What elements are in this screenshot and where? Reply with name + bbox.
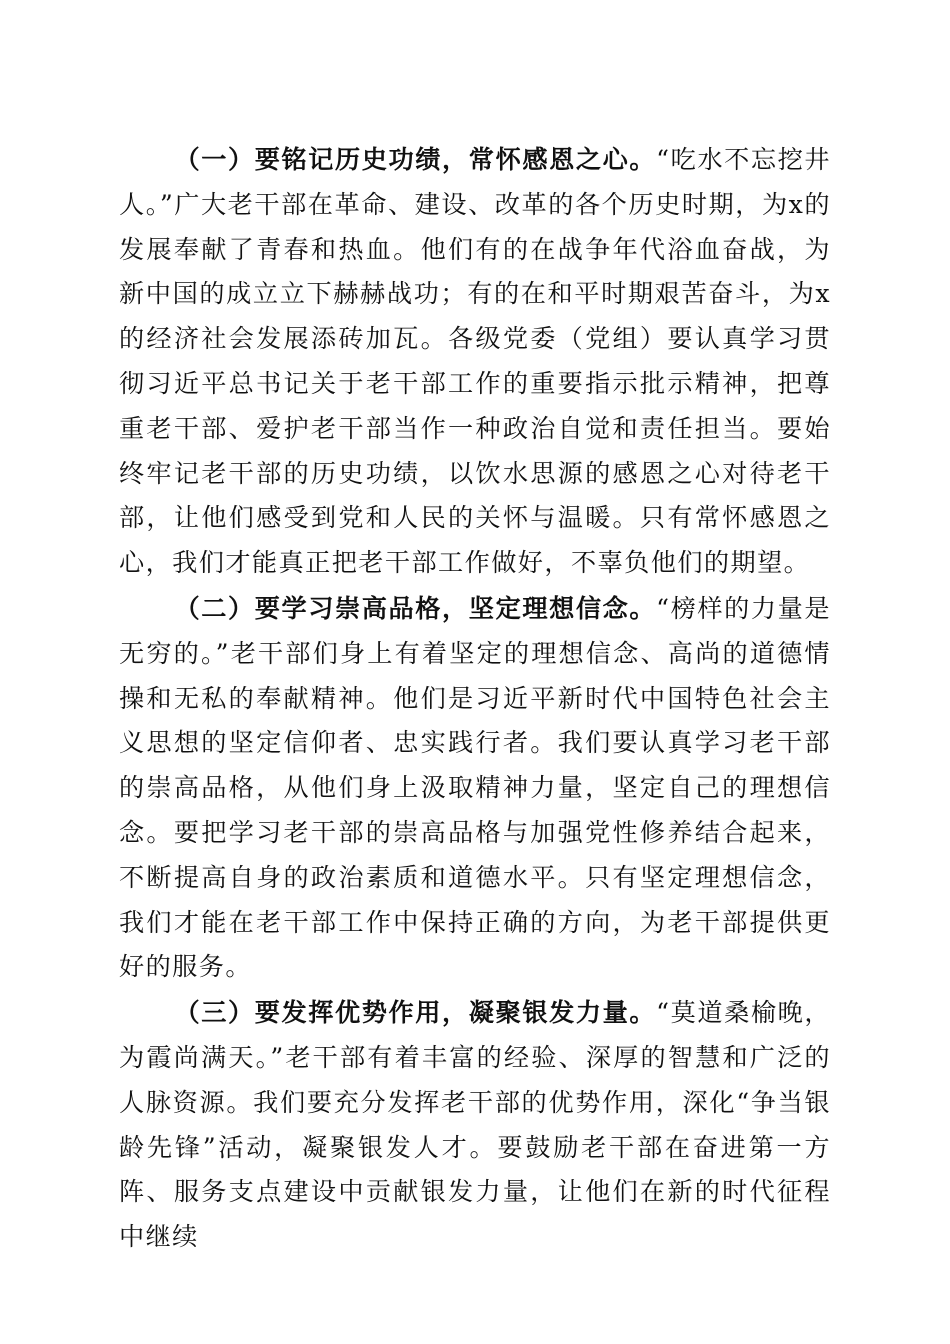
paragraph-3-body: “莫道桑榆晚，为霞尚满天。”老干部有着丰富的经验、深厚的智慧和广泛的人脉资源。我们要充分发挥老干部的优势作用，深化“争当银龄先锋”活动，凝聚银发人才。要鼓励老干部在奋进第一方阵、服务支点建设中贡献银发力量，让他们在新的时代征程中继续	[119, 998, 832, 1252]
paragraph-2-body: “榜样的力量是无穷的。”老干部们身上有着坚定的理想信念、高尚的道德情操和无私的奉献精神。他们是习近平新时代中国特色社会主义思想的坚定信仰者、忠实践行者。我们要认真学习老干部的崇高品格，从他们身上汲取精神力量，坚定自己的理想信念。要把学习老干部的崇高品格与加强党性修养结合起来，不断提高自身的政治素质和道德水平。只有坚定理想信念，我们才能在老干部工作中保持正确的方向，为老干部提供更好的服务。	[119, 593, 832, 982]
paragraph-2-heading: （二）要学习崇高品格，坚定理想信念。	[174, 592, 657, 623]
document-body	[119, 137, 831, 1260]
paragraph-3-heading: （三）要发挥优势作用，凝聚银发力量。	[174, 997, 657, 1028]
paragraph-2	[119, 586, 831, 990]
paragraph-1	[119, 137, 831, 586]
paragraph-3	[119, 990, 831, 1260]
paragraph-1-heading: （一）要铭记历史功绩，常怀感恩之心。	[174, 144, 657, 174]
paragraph-1-body: “吃水不忘挖井人。”广大老干部在革命、建设、改革的各个历史时期，为x的发展奉献了青春和热血。他们有的在战争年代浴血奋战，为新中国的成立立下赫赫战功；有的在和平时期艰苦奋斗，为x的经济社会发展添砖加瓦。各级党委（党组）要认真学习贯彻习近平总书记关于老干部工作的重要指示批示精神，把尊重老干部、爱护老干部当作一种政治自觉和责任担当。要始终牢记老干部的历史功绩，以饮水思源的感恩之心对待老干部，让他们感受到党和人民的关怀与温暖。只有常怀感恩之心，我们才能真正把老干部工作做好，不辜负他们的期望。	[119, 145, 832, 578]
